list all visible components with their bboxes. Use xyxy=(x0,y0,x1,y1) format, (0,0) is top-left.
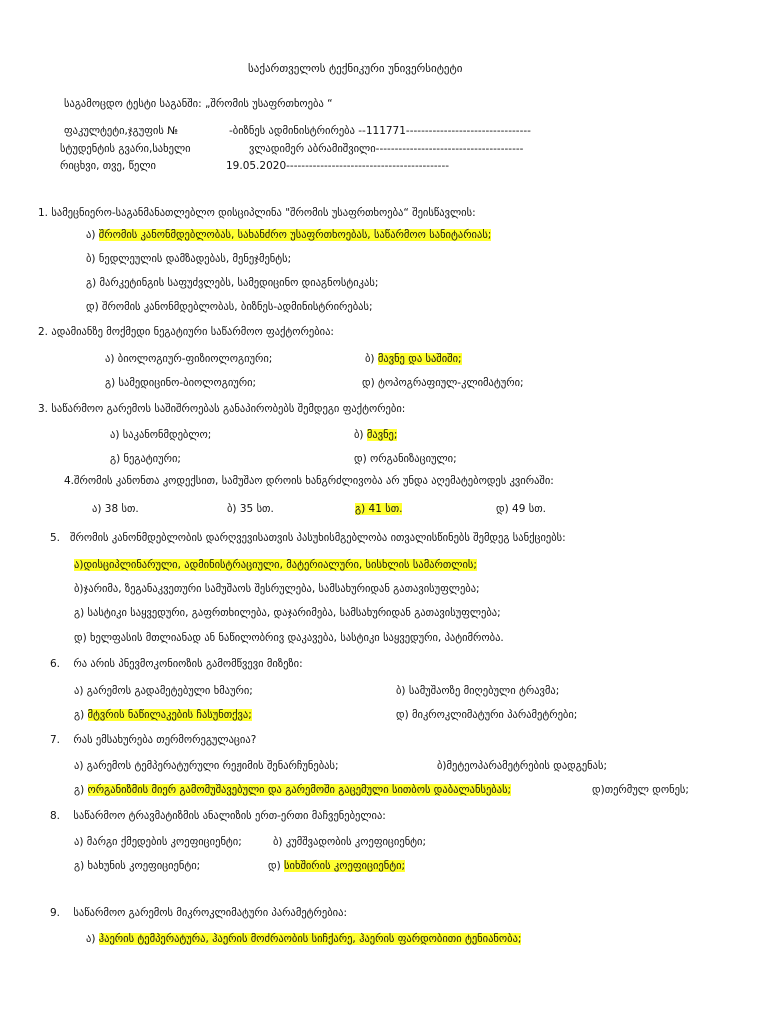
university-title: საქართველოს ტექნიკური უნივერსიტეტი xyxy=(248,62,463,75)
faculty-value: -ბიზნეს ადმინისტრირება --111771--------------------------------- xyxy=(229,125,531,137)
option-8b: ბ) კუმშვადობის კოეფიციენტი; xyxy=(273,836,427,848)
highlighted-answer: ჰაერის ტემპერატურა, ჰაერის მოძრაობის სიჩქარე, ჰაერის ფარდობითი ტენიანობა; xyxy=(98,933,522,945)
highlighted-answer: მავნე; xyxy=(366,429,398,441)
option-9a: ა) ჰაერის ტემპერატურა, ჰაერის მოძრაობის სიჩქარე, ჰაერის ფარდობითი ტენიანობა; xyxy=(86,933,522,945)
date-value: 19.05.2020------------------------------------------- xyxy=(226,160,450,172)
option-2c: გ) სამედიცინო-ბიოლოგიური; xyxy=(105,377,257,389)
option-5d: დ) ხელფასის მთლიანად ან ნაწილობრივ დაკავება, სასტიკი საყვედური, პატიმრობა. xyxy=(74,632,504,644)
question-3: 3. საწარმოო გარემოს საშიშროებას განაპირობებს შემდეგი ფაქტორები: xyxy=(38,403,406,415)
option-2d: დ) ტოპოგრაფიულ-კლიმატური; xyxy=(362,377,524,389)
highlighted-answer: სიხშირის კოეფიციენტი; xyxy=(284,860,406,872)
highlighted-answer: შრომის კანონმდებლობას, სახანძრო უსაფრთხოებას, საწარმოო სანიტარიას; xyxy=(98,229,492,241)
option-5c: გ) სასტიკი საყვედური, გაფრთხილება, დაჯარიმება, სამსახურიდან გათავისუფლება; xyxy=(74,607,501,619)
student-value: ვლადიმერ აბრამიშვილი--------------------------------------- xyxy=(249,143,524,155)
option-7b: ბ)მეტეოპარამეტრების დადგენას; xyxy=(437,760,608,772)
option-4a: ა) 38 სთ. xyxy=(92,503,139,515)
option-2b: ბ) მავნე და საშიში; xyxy=(365,353,462,365)
highlighted-answer: გ) 41 სთ. xyxy=(355,503,403,515)
option-8a: ა) მარგი ქმედების კოეფიციენტი; xyxy=(74,836,242,848)
option-7c: გ) ორგანიზმის მიერ გამომუშავებული და გარემოში გაცემული სითბოს დაბალანსებას; xyxy=(74,784,512,796)
option-1b: ბ) ნედლეულის დამზადებას, მენეჯმენტს; xyxy=(86,253,292,265)
question-1: 1. სამეცნიერო-საგანმანათლებლო დისციპლინა "შრომის უსაფრთხოება“ შეისწავლის: xyxy=(38,207,476,219)
option-8d: დ) სიხშირის კოეფიციენტი; xyxy=(268,860,406,872)
question-8: 8. საწარმოო ტრავმატიზმის ანალიზის ერთ-ერთი მაჩვენებელია: xyxy=(50,810,386,822)
question-9: 9. საწარმოო გარემოს მიკროკლიმატური პარამეტრებია: xyxy=(50,907,347,919)
faculty-label: ფაკულტეტი,ჯგუფის № xyxy=(64,125,179,137)
option-3a: ა) საკანონმდებლო; xyxy=(110,429,212,441)
date-label: რიცხვი, თვე, წელი xyxy=(60,160,156,172)
option-5b: ბ)ჯარიმა, ზეგანაკვეთური სამუშაოს შესრულება, სამსახურიდან გათავისუფლება; xyxy=(74,583,480,595)
option-6c: გ) მტვრის ნაწილაკების ჩასუნთქვა; xyxy=(74,709,252,721)
option-1a: ა) შრომის კანონმდებლობას, სახანძრო უსაფრთხოებას, საწარმოო სანიტარიას; xyxy=(86,229,492,241)
highlighted-answer: ორგანიზმის მიერ გამომუშავებული და გარემოში გაცემული სითბოს დაბალანსებას; xyxy=(87,784,512,796)
question-5: 5. შრომის კანონმდებლობის დარღვევისათვის პასუხისმგებლობა ითვალისწინებს შემდეგ სანქციებს: xyxy=(50,532,566,544)
option-7d: დ)თერმულ დონეს; xyxy=(592,784,689,796)
option-6a: ა) გარემოს გადამეტებული ხმაური; xyxy=(74,685,253,697)
student-label: სტუდენტის გვარი,სახელი xyxy=(60,143,191,155)
question-4: 4.შრომის კანონთა კოდექსით, სამუშაო დროის ხანგრძლივობა არ უნდა აღემატებოდეს კვირაში: xyxy=(64,475,554,487)
option-4d: დ) 49 სთ. xyxy=(496,503,546,515)
option-8c: გ) ხახუნის კოეფიციენტი; xyxy=(74,860,201,872)
highlighted-answer: მავნე და საშიში; xyxy=(377,353,462,365)
highlighted-answer: მტვრის ნაწილაკების ჩასუნთქვა; xyxy=(87,709,252,721)
option-2a: ა) ბიოლოგიურ-ფიზიოლოგიური; xyxy=(105,353,273,365)
question-7: 7. რას ემსახურება თერმორეგულაცია? xyxy=(50,734,257,746)
option-5a xyxy=(74,558,477,572)
test-subject: საგამოცდო ტესტი საგანში: „შრომის უსაფრთხოება “ xyxy=(64,98,333,110)
option-3d: დ) ორგანიზაციული; xyxy=(354,453,457,465)
option-1c: გ) მარკეტინგის საფუძვლებს, სამედიცინო დიაგნოსტიკას; xyxy=(86,277,379,289)
highlighted-answer: ა)დისციპლინარული, ადმინისტრაციული, მატერიალური, სისხლის სამართლის; xyxy=(74,559,477,571)
option-4c xyxy=(355,502,402,516)
option-7a: ა) გარემოს ტემპერატურული რეჟიმის შენარჩუნებას; xyxy=(74,760,339,772)
option-1d: დ) შრომის კანონმდებლობას, ბიზნეს-ადმინისტრირებას; xyxy=(86,301,373,313)
option-3c: გ) ნეგატიური; xyxy=(110,453,181,465)
option-6b: ბ) სამუშაოზე მიღებული ტრავმა; xyxy=(396,685,560,697)
question-2: 2. ადამიანზე მოქმედი ნეგატიური საწარმოო ფაქტორებია: xyxy=(38,326,334,338)
option-3b: ბ) მავნე; xyxy=(354,429,398,441)
option-4b: ბ) 35 სთ. xyxy=(227,503,274,515)
option-6d: დ) მიკროკლიმატური პარამეტრები; xyxy=(396,709,578,721)
question-6: 6. რა არის პნევმოკონიოზის გამომწვევი მიზეზი: xyxy=(50,658,303,670)
